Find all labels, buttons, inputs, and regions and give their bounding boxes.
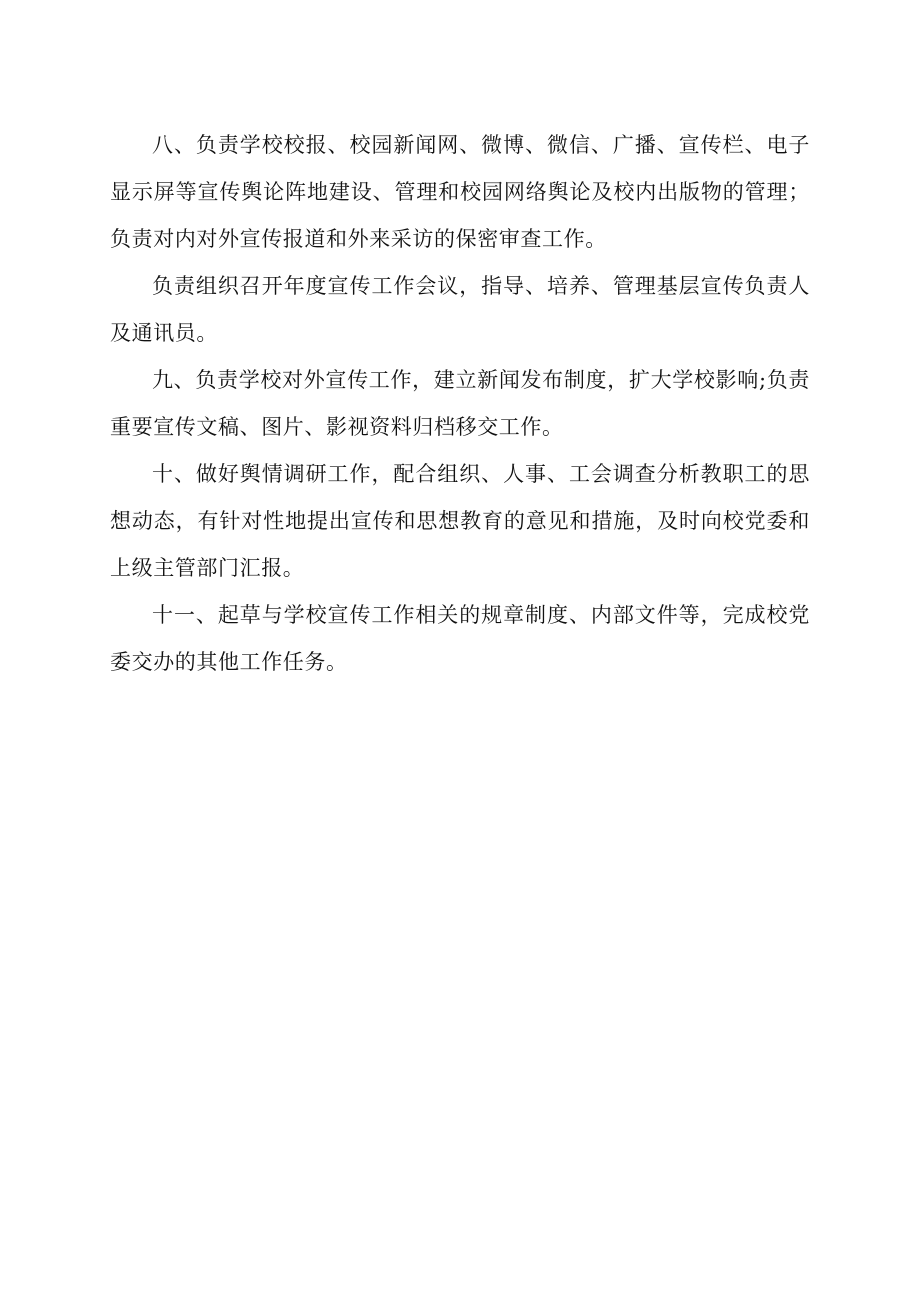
paragraph-10-public-opinion-research: 十、做好舆情调研工作，配合组织、人事、工会调查分析教职工的思想动态，有针对性地提出宣传和思想教育的意见和措施，及时向校党委和上级主管部门汇报。 [110,462,810,580]
paragraph-annual-meeting: 负责组织召开年度宣传工作会议，指导、培养、管理基层宣传负责人及通讯员。 [110,274,810,345]
paragraph-8-publicity-positions: 八、负责学校校报、校园新闻网、微博、微信、广播、宣传栏、电子显示屏等宣传舆论阵地建设、管理和校园网络舆论及校内出版物的管理；负责对内对外宣传报道和外来采访的保密审查工作。 [110,133,810,251]
paragraph-9-external-publicity: 九、负责学校对外宣传工作，建立新闻发布制度，扩大学校影响;负责重要宣传文稿、图片、影视资料归档移交工作。 [110,368,810,439]
paragraph-11-drafting-regulations: 十一、起草与学校宣传工作相关的规章制度、内部文件等，完成校党委交办的其他工作任务。 [110,603,810,674]
document-body [110,122,810,686]
